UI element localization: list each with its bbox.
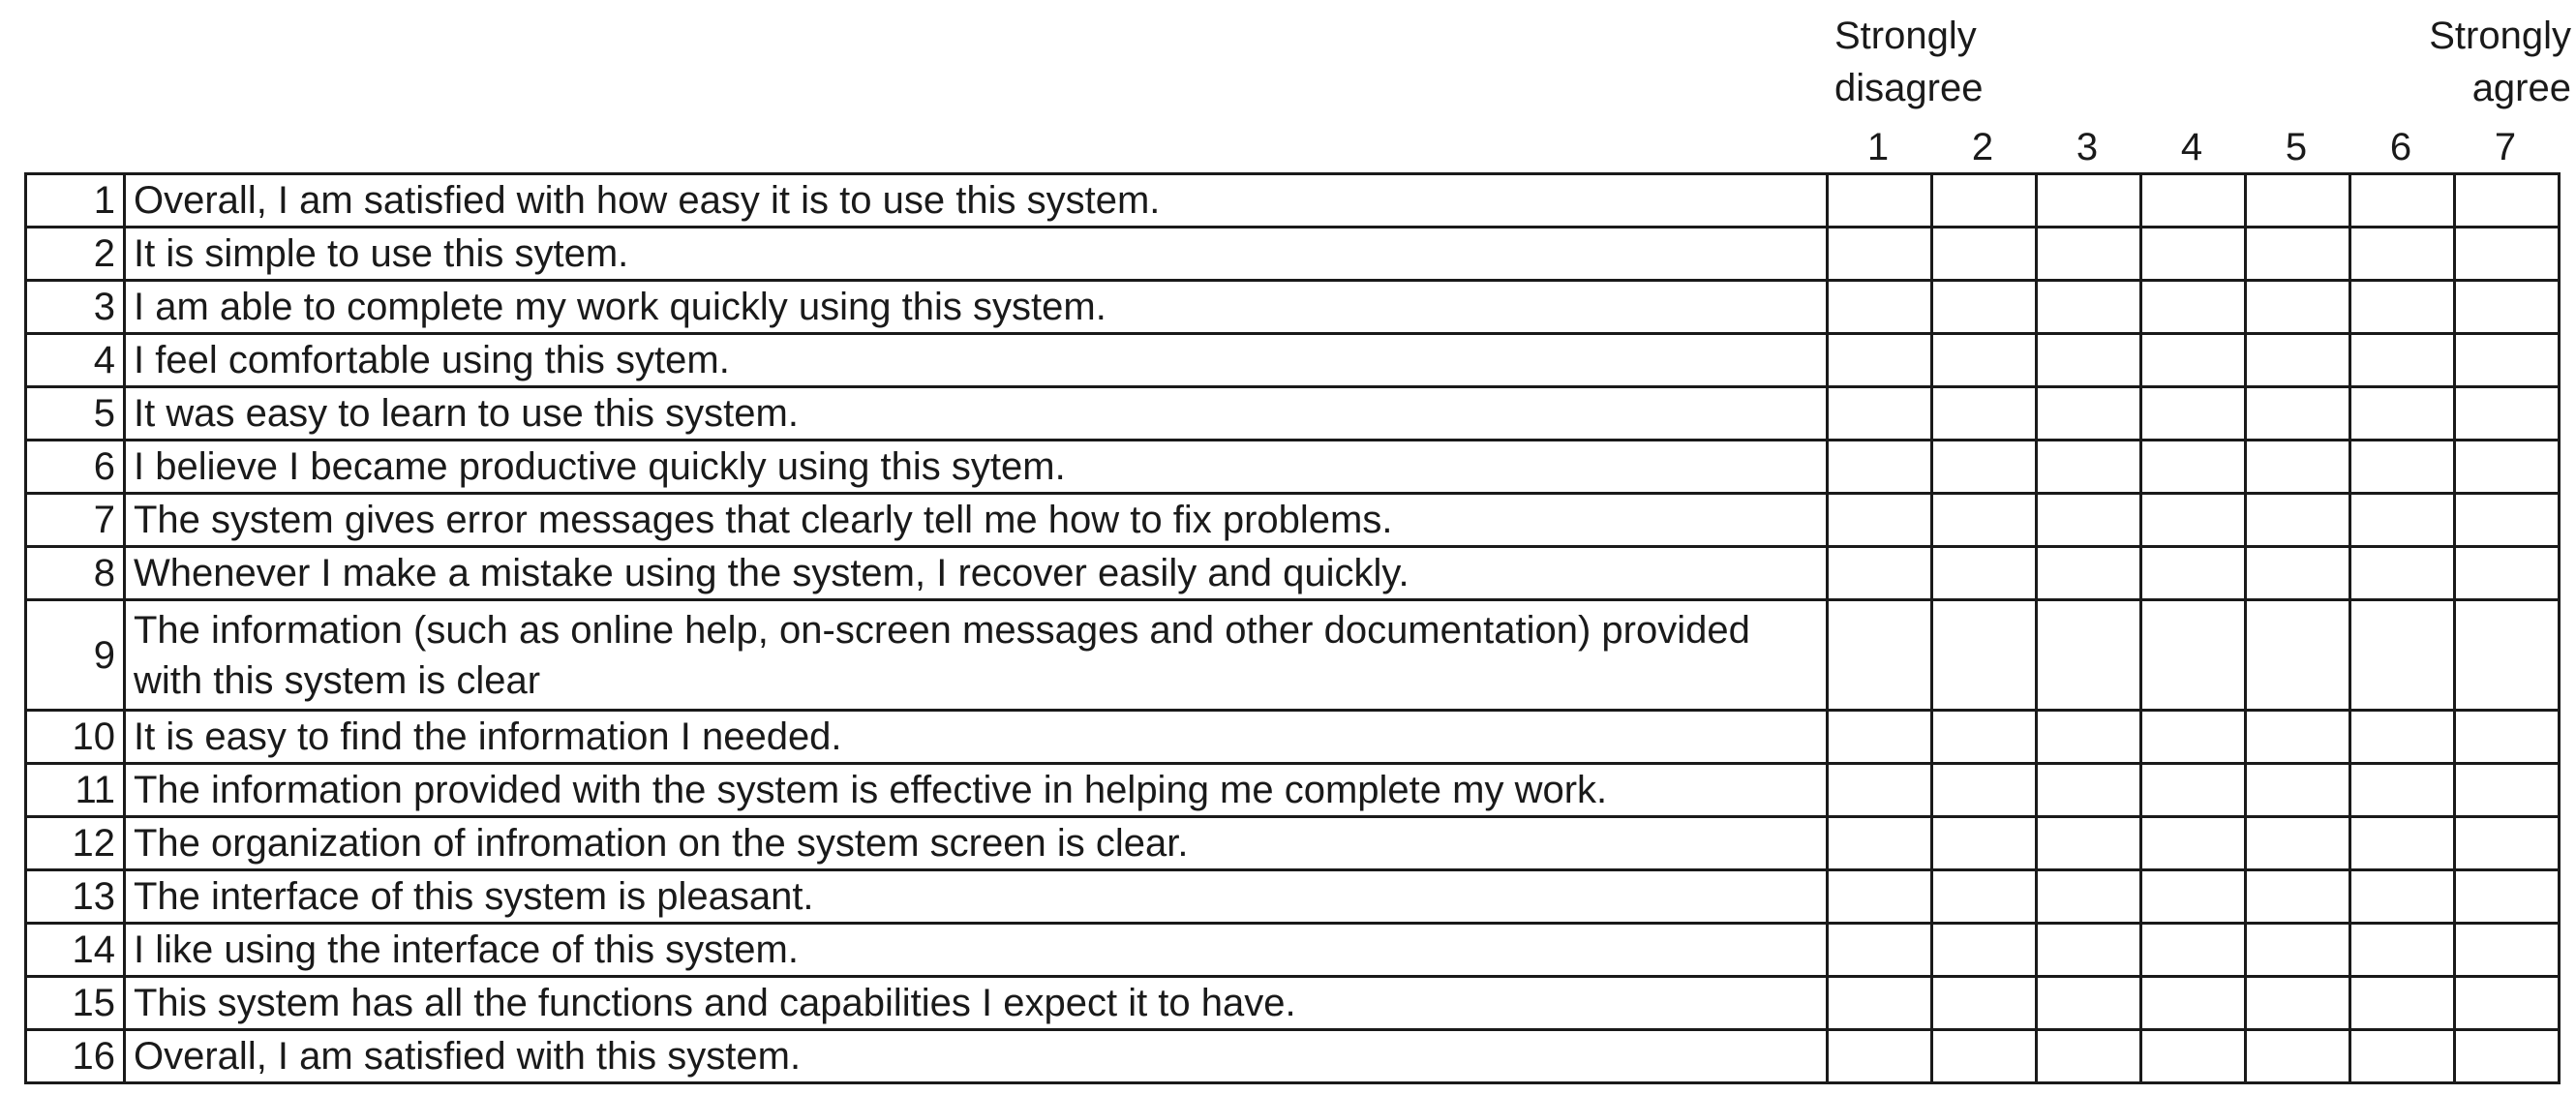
item-statement: The information provided with the system is effective in helping me complete my work.: [125, 764, 1828, 817]
rating-cell-1[interactable]: [1828, 494, 1932, 547]
rating-cell-4[interactable]: [2141, 977, 2246, 1030]
rating-cell-5[interactable]: [2246, 387, 2350, 441]
rating-cell-1[interactable]: [1828, 870, 1932, 924]
rating-cell-5[interactable]: [2246, 441, 2350, 494]
item-number: 6: [26, 441, 125, 494]
rating-cell-1[interactable]: [1828, 387, 1932, 441]
rating-cell-6[interactable]: [2350, 174, 2455, 228]
rating-cell-5[interactable]: [2246, 924, 2350, 977]
rating-cell-1[interactable]: [1828, 764, 1932, 817]
item-number: 1: [26, 174, 125, 228]
rating-cell-1[interactable]: [1828, 977, 1932, 1030]
scale-label-1: 1: [1866, 126, 1890, 168]
rating-cell-3[interactable]: [2037, 1030, 2141, 1083]
rating-cell-3[interactable]: [2037, 711, 2141, 764]
rating-cell-3[interactable]: [2037, 600, 2141, 711]
rating-cell-5[interactable]: [2246, 817, 2350, 870]
rating-scale-header: [1826, 122, 2558, 172]
item-statement: Whenever I make a mistake using the system, I recover easily and quickly.: [125, 547, 1828, 600]
rating-cell-4[interactable]: [2141, 494, 2246, 547]
scale-label-3: 3: [2076, 126, 2099, 168]
rating-cell-6[interactable]: [2350, 441, 2455, 494]
rating-cell-4[interactable]: [2141, 281, 2246, 334]
rating-cell-5[interactable]: [2246, 711, 2350, 764]
rating-cell-4[interactable]: [2141, 1030, 2246, 1083]
item-number: 5: [26, 387, 125, 441]
rating-cell-3[interactable]: [2037, 870, 2141, 924]
rating-cell-4[interactable]: [2141, 711, 2246, 764]
rating-cell-3[interactable]: [2037, 228, 2141, 281]
anchor-right-line-2: agree: [2471, 67, 2571, 109]
rating-cell-3[interactable]: [2037, 817, 2141, 870]
rating-cell-6[interactable]: [2350, 817, 2455, 870]
rating-cell-5[interactable]: [2246, 764, 2350, 817]
rating-cell-2[interactable]: [1932, 228, 2037, 281]
item-number: 13: [26, 870, 125, 924]
rating-cell-6[interactable]: [2350, 387, 2455, 441]
rating-cell-1[interactable]: [1828, 441, 1932, 494]
anchor-right-line-1: Strongly: [2429, 15, 2571, 57]
item-number: 7: [26, 494, 125, 547]
item-number: 2: [26, 228, 125, 281]
rating-cell-7[interactable]: [2455, 441, 2560, 494]
strongly-disagree-label: [1834, 10, 1983, 114]
rating-cell-7[interactable]: [2455, 600, 2560, 711]
rating-cell-3[interactable]: [2037, 494, 2141, 547]
rating-cell-3[interactable]: [2037, 174, 2141, 228]
rating-cell-2[interactable]: [1932, 711, 2037, 764]
anchor-left-line-2: disagree: [1834, 67, 1984, 109]
rating-cell-7[interactable]: [2455, 547, 2560, 600]
item-number: 11: [26, 764, 125, 817]
rating-cell-7[interactable]: [2455, 764, 2560, 817]
item-statement: It is easy to find the information I needed.: [125, 711, 1828, 764]
rating-cell-2[interactable]: [1932, 764, 2037, 817]
rating-cell-4[interactable]: [2141, 600, 2246, 711]
scale-label-7: 7: [2494, 126, 2517, 168]
rating-cell-6[interactable]: [2350, 1030, 2455, 1083]
rating-cell-5[interactable]: [2246, 547, 2350, 600]
rating-cell-7[interactable]: [2455, 924, 2560, 977]
rating-cell-2[interactable]: [1932, 494, 2037, 547]
rating-cell-2[interactable]: [1932, 281, 2037, 334]
rating-cell-6[interactable]: [2350, 334, 2455, 387]
rating-cell-7[interactable]: [2455, 281, 2560, 334]
item-statement: Overall, I am satisfied with how easy it is to use this system.: [125, 174, 1828, 228]
rating-cell-1[interactable]: [1828, 1030, 1932, 1083]
rating-cell-1[interactable]: [1828, 334, 1932, 387]
rating-cell-1[interactable]: [1828, 174, 1932, 228]
rating-cell-1[interactable]: [1828, 600, 1932, 711]
rating-cell-7[interactable]: [2455, 228, 2560, 281]
rating-cell-2[interactable]: [1932, 600, 2037, 711]
rating-cell-5[interactable]: [2246, 870, 2350, 924]
item-statement: This system has all the functions and capabilities I expect it to have.: [125, 977, 1828, 1030]
table-row: [26, 764, 2560, 817]
rating-cell-4[interactable]: [2141, 817, 2246, 870]
table-row: [26, 870, 2560, 924]
item-statement: It is simple to use this sytem.: [125, 228, 1828, 281]
item-number: 15: [26, 977, 125, 1030]
rating-cell-3[interactable]: [2037, 441, 2141, 494]
item-number: 10: [26, 711, 125, 764]
rating-cell-7[interactable]: [2455, 711, 2560, 764]
rating-cell-4[interactable]: [2141, 924, 2246, 977]
table-row: [26, 924, 2560, 977]
item-statement: I feel comfortable using this sytem.: [125, 334, 1828, 387]
rating-cell-7[interactable]: [2455, 334, 2560, 387]
rating-cell-3[interactable]: [2037, 547, 2141, 600]
rating-cell-2[interactable]: [1932, 441, 2037, 494]
table-row: [26, 547, 2560, 600]
item-statement: I believe I became productive quickly using this sytem.: [125, 441, 1828, 494]
rating-cell-1[interactable]: [1828, 228, 1932, 281]
table-row: [26, 334, 2560, 387]
scale-label-4: 4: [2180, 126, 2203, 168]
item-statement: The system gives error messages that clearly tell me how to fix problems.: [125, 494, 1828, 547]
scale-label-2: 2: [1971, 126, 1994, 168]
rating-cell-6[interactable]: [2350, 764, 2455, 817]
rating-cell-4[interactable]: [2141, 387, 2246, 441]
rating-cell-1[interactable]: [1828, 817, 1932, 870]
rating-cell-3[interactable]: [2037, 334, 2141, 387]
table-row: [26, 600, 2560, 711]
item-statement: The information (such as online help, on-screen messages and other documentation) provided with this system is clear: [125, 600, 1828, 711]
item-number: 4: [26, 334, 125, 387]
rating-cell-2[interactable]: [1932, 924, 2037, 977]
item-statement: It was easy to learn to use this system.: [125, 387, 1828, 441]
item-number: 3: [26, 281, 125, 334]
rating-cell-6[interactable]: [2350, 228, 2455, 281]
table-row: [26, 281, 2560, 334]
rating-cell-7[interactable]: [2455, 817, 2560, 870]
rating-cell-5[interactable]: [2246, 494, 2350, 547]
rating-cell-2[interactable]: [1932, 334, 2037, 387]
rating-cell-4[interactable]: [2141, 334, 2246, 387]
rating-cell-4[interactable]: [2141, 547, 2246, 600]
rating-cell-7[interactable]: [2455, 1030, 2560, 1083]
rating-cell-3[interactable]: [2037, 281, 2141, 334]
rating-cell-1[interactable]: [1828, 547, 1932, 600]
rating-cell-1[interactable]: [1828, 281, 1932, 334]
table-row: [26, 494, 2560, 547]
item-statement: I like using the interface of this system.: [125, 924, 1828, 977]
rating-cell-4[interactable]: [2141, 441, 2246, 494]
scale-label-5: 5: [2285, 126, 2308, 168]
table-row: [26, 1030, 2560, 1083]
rating-cell-3[interactable]: [2037, 977, 2141, 1030]
item-statement: I am able to complete my work quickly using this system.: [125, 281, 1828, 334]
rating-cell-2[interactable]: [1932, 817, 2037, 870]
rating-cell-5[interactable]: [2246, 600, 2350, 711]
rating-cell-6[interactable]: [2350, 600, 2455, 711]
rating-cell-7[interactable]: [2455, 387, 2560, 441]
table-row: [26, 817, 2560, 870]
item-number: 9: [26, 600, 125, 711]
rating-cell-5[interactable]: [2246, 281, 2350, 334]
rating-cell-4[interactable]: [2141, 228, 2246, 281]
rating-cell-6[interactable]: [2350, 924, 2455, 977]
rating-cell-7[interactable]: [2455, 494, 2560, 547]
rating-cell-4[interactable]: [2141, 764, 2246, 817]
rating-cell-4[interactable]: [2141, 870, 2246, 924]
rating-cell-2[interactable]: [1932, 977, 2037, 1030]
table-row: [26, 387, 2560, 441]
table-row: [26, 228, 2560, 281]
rating-cell-3[interactable]: [2037, 764, 2141, 817]
table-row: [26, 711, 2560, 764]
rating-cell-2[interactable]: [1932, 387, 2037, 441]
rating-cell-7[interactable]: [2455, 174, 2560, 228]
item-number: 14: [26, 924, 125, 977]
rating-cell-1[interactable]: [1828, 924, 1932, 977]
rating-cell-6[interactable]: [2350, 977, 2455, 1030]
rating-cell-7[interactable]: [2455, 870, 2560, 924]
rating-cell-6[interactable]: [2350, 711, 2455, 764]
item-number: 16: [26, 1030, 125, 1083]
rating-cell-2[interactable]: [1932, 870, 2037, 924]
scale-label-6: 6: [2389, 126, 2412, 168]
item-statement: The interface of this system is pleasant.: [125, 870, 1828, 924]
table-row: [26, 441, 2560, 494]
anchor-left-line-1: Strongly: [1834, 15, 1977, 57]
rating-cell-3[interactable]: [2037, 387, 2141, 441]
rating-cell-2[interactable]: [1932, 174, 2037, 228]
rating-cell-4[interactable]: [2141, 174, 2246, 228]
rating-cell-5[interactable]: [2246, 977, 2350, 1030]
rating-cell-6[interactable]: [2350, 547, 2455, 600]
item-statement: Overall, I am satisfied with this system.: [125, 1030, 1828, 1083]
rating-cell-7[interactable]: [2455, 977, 2560, 1030]
rating-cell-5[interactable]: [2246, 228, 2350, 281]
rating-cell-1[interactable]: [1828, 711, 1932, 764]
rating-cell-2[interactable]: [1932, 547, 2037, 600]
rating-cell-6[interactable]: [2350, 870, 2455, 924]
rating-cell-6[interactable]: [2350, 281, 2455, 334]
rating-cell-2[interactable]: [1932, 1030, 2037, 1083]
item-statement: The organization of infromation on the system screen is clear.: [125, 817, 1828, 870]
rating-cell-5[interactable]: [2246, 334, 2350, 387]
rating-cell-6[interactable]: [2350, 494, 2455, 547]
rating-cell-5[interactable]: [2246, 174, 2350, 228]
table-row: [26, 977, 2560, 1030]
strongly-agree-label: [2429, 10, 2571, 114]
questionnaire-table: [24, 172, 2561, 1084]
item-number: 8: [26, 547, 125, 600]
item-number: 12: [26, 817, 125, 870]
table-row: [26, 174, 2560, 228]
rating-cell-3[interactable]: [2037, 924, 2141, 977]
rating-cell-5[interactable]: [2246, 1030, 2350, 1083]
